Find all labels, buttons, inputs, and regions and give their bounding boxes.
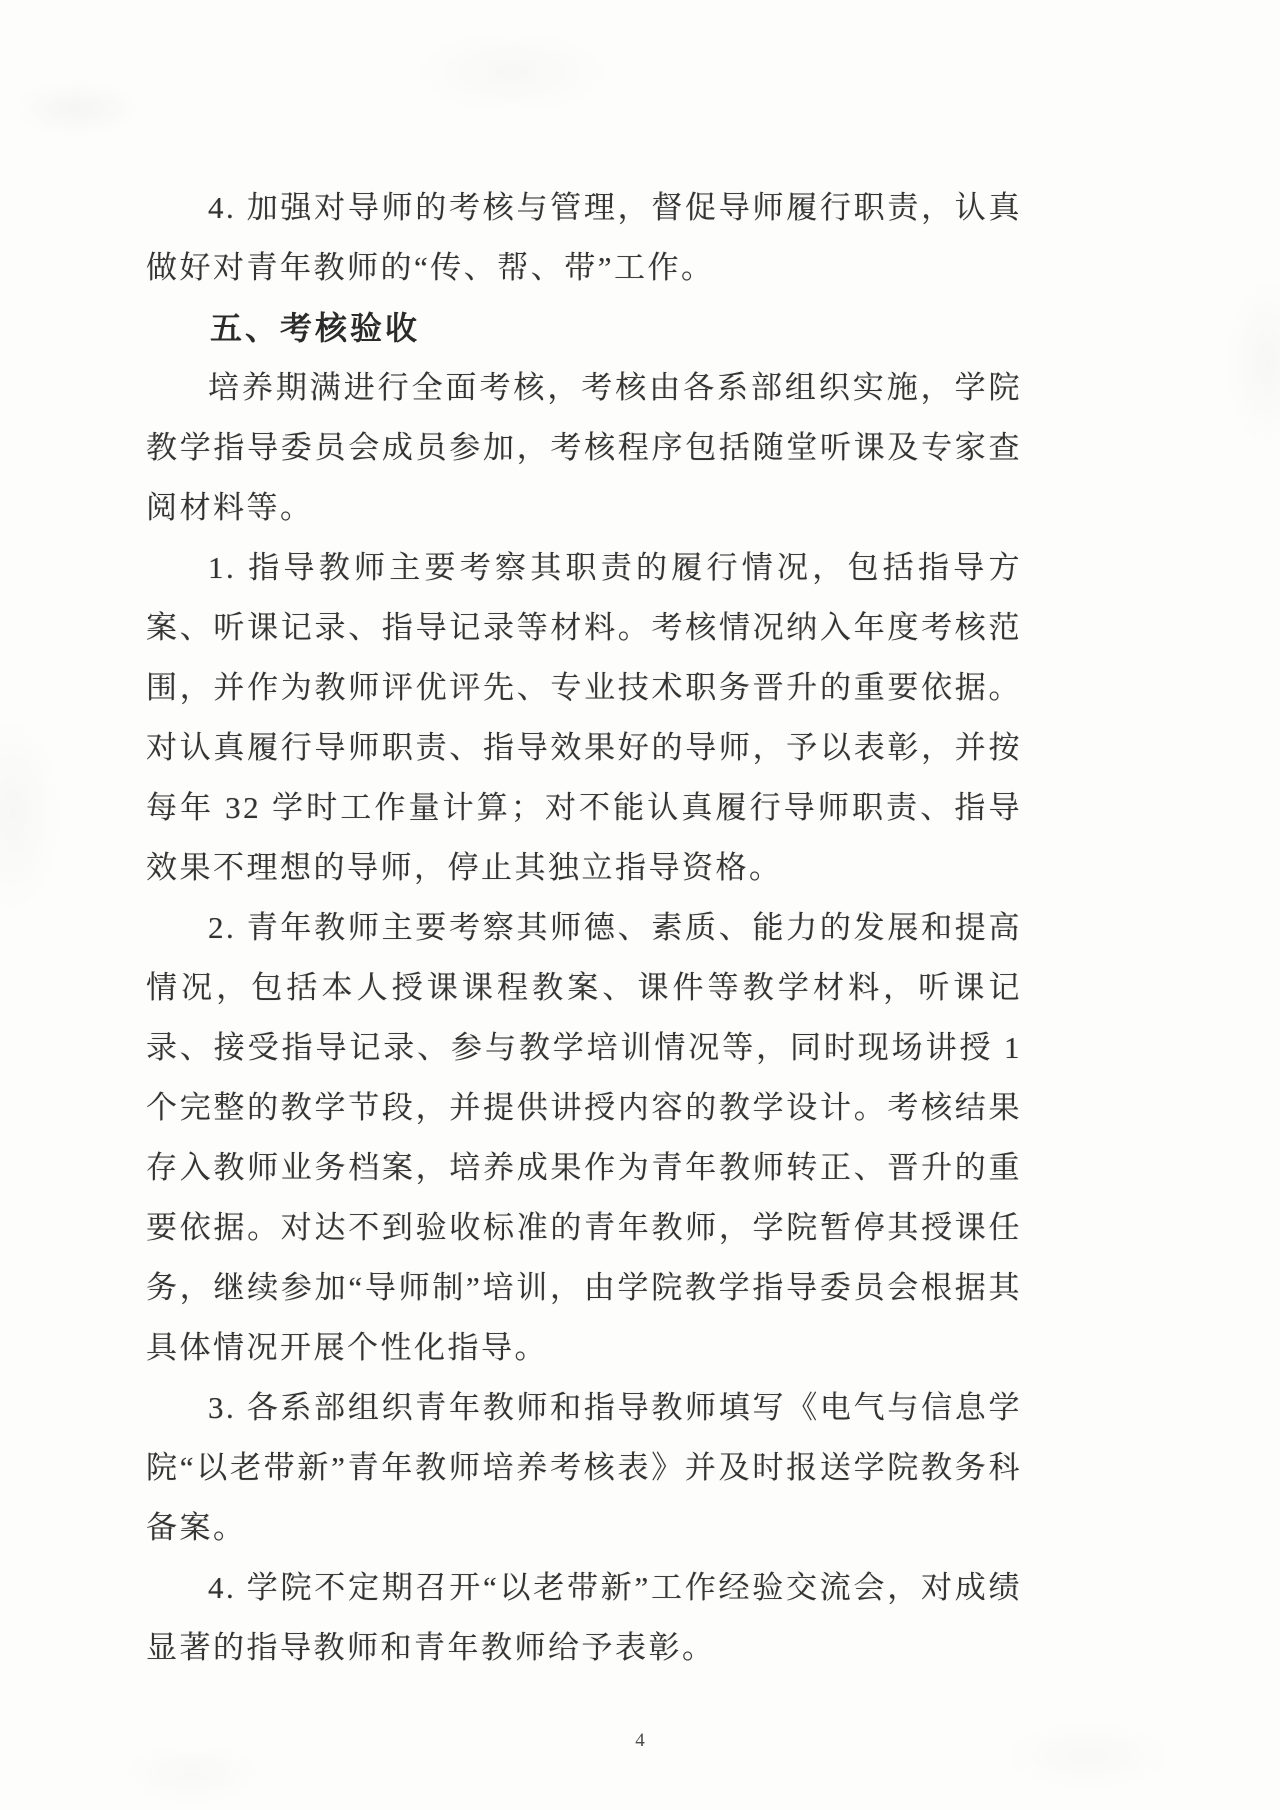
paragraph-item-3-assessment-form: 3. 各系部组织青年教师和指导教师填写《电气与信息学院“以老带新”青年教师培养考核表》并及时报送学院教务科备案。 [146,1390,1022,1545]
paragraph-item-4-experience-meeting: 4. 学院不定期召开“以老带新”工作经验交流会，对成绩显著的指导教师和青年教师给予表彰。 [146,1570,1022,1665]
paragraph-item-1-mentor-teachers: 1. 指导教师主要考察其职责的履行情况，包括指导方案、听课记录、指导记录等材料。考核情况纳入年度考核范围，并作为教师评优评先、专业技术职务晋升的重要依据。对认真履行导师职责、指导效果好的导师，予以表彰，并按每年 32 学时工作量计算；对不能认真履行导师职责、指导效果不理想的导师，停止其独立指导资格。 [146,550,1022,885]
section-heading-assessment-acceptance: 五、考核验收 [210,310,421,346]
paragraph-assessment-overview: 培养期满进行全面考核，考核由各系部组织实施，学院教学指导委员会成员参加，考核程序包括随堂听课及专家查阅材料等。 [146,370,1022,525]
document-body [146,178,1022,1678]
paragraph-item-2-young-teachers: 2. 青年教师主要考察其师德、素质、能力的发展和提高情况，包括本人授课课程教案、课件等教学材料，听课记录、接受指导记录、参与教学培训情况等，同时现场讲授 1 个完整的教学节段，并提供讲授内容的教学设计。考核结果存入教师业务档案，培养成果作为青年教师转正、晋升的重要依据。对达不到验收标准的青年教师，学院暂停其授课任务，继续参加“导师制”培训，由学院教学指导委员会根据其具体情况开展个性化指导。 [146,910,1022,1365]
paragraph-mentor-assessment: 4. 加强对导师的考核与管理，督促导师履行职责，认真做好对青年教师的“传、帮、带”工作。 [146,190,1022,285]
page-number: 4 [635,1730,645,1751]
